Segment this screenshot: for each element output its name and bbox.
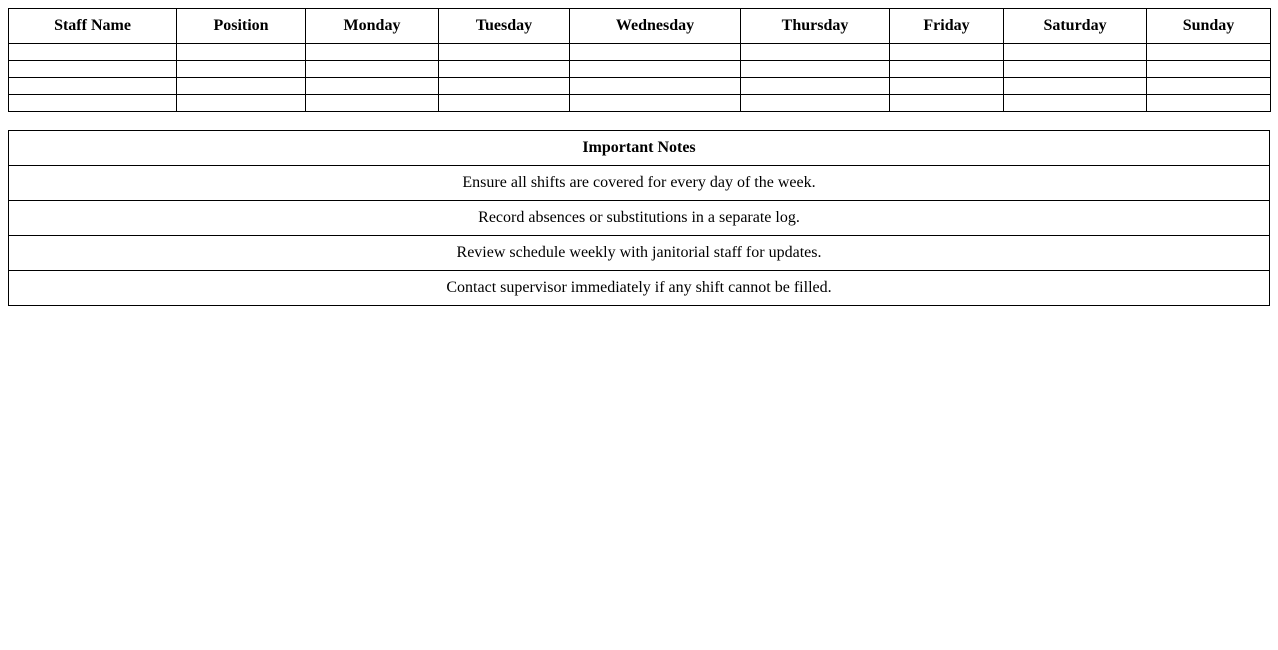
header-saturday: Saturday <box>1004 9 1147 44</box>
table-cell[interactable] <box>306 78 439 95</box>
table-cell[interactable] <box>1147 95 1271 112</box>
table-cell[interactable] <box>177 61 306 78</box>
table-row <box>9 78 1271 95</box>
table-cell[interactable] <box>177 78 306 95</box>
note-item: Record absences or substitutions in a separate log. <box>9 201 1270 236</box>
header-wednesday: Wednesday <box>570 9 741 44</box>
table-cell[interactable] <box>890 44 1004 61</box>
notes-row <box>9 271 1270 306</box>
note-item: Ensure all shifts are covered for every day of the week. <box>9 166 1270 201</box>
notes-table <box>8 130 1270 306</box>
table-cell[interactable] <box>439 44 570 61</box>
schedule-table <box>8 8 1271 112</box>
note-item: Contact supervisor immediately if any shift cannot be filled. <box>9 271 1270 306</box>
notes-row <box>9 166 1270 201</box>
table-cell[interactable] <box>890 78 1004 95</box>
table-cell[interactable] <box>1004 44 1147 61</box>
table-cell[interactable] <box>1004 61 1147 78</box>
notes-row <box>9 236 1270 271</box>
table-cell[interactable] <box>1147 78 1271 95</box>
header-staff-name: Staff Name <box>9 9 177 44</box>
header-monday: Monday <box>306 9 439 44</box>
table-cell[interactable] <box>177 95 306 112</box>
table-cell[interactable] <box>1004 78 1147 95</box>
table-row <box>9 95 1271 112</box>
header-position: Position <box>177 9 306 44</box>
table-cell[interactable] <box>306 44 439 61</box>
notes-row <box>9 201 1270 236</box>
note-item: Review schedule weekly with janitorial staff for updates. <box>9 236 1270 271</box>
table-cell[interactable] <box>570 61 741 78</box>
table-cell[interactable] <box>741 95 890 112</box>
table-cell[interactable] <box>741 61 890 78</box>
table-cell[interactable] <box>890 61 1004 78</box>
table-cell[interactable] <box>1147 44 1271 61</box>
table-cell[interactable] <box>570 78 741 95</box>
header-tuesday: Tuesday <box>439 9 570 44</box>
table-cell[interactable] <box>439 78 570 95</box>
schedule-header-row <box>9 9 1271 44</box>
table-cell[interactable] <box>741 44 890 61</box>
header-thursday: Thursday <box>741 9 890 44</box>
table-row <box>9 61 1271 78</box>
notes-title: Important Notes <box>9 131 1270 166</box>
table-cell[interactable] <box>1147 61 1271 78</box>
header-friday: Friday <box>890 9 1004 44</box>
table-cell[interactable] <box>439 95 570 112</box>
header-sunday: Sunday <box>1147 9 1271 44</box>
notes-header-row <box>9 131 1270 166</box>
table-cell[interactable] <box>570 44 741 61</box>
table-cell[interactable] <box>890 95 1004 112</box>
table-cell[interactable] <box>177 44 306 61</box>
table-cell[interactable] <box>9 61 177 78</box>
table-cell[interactable] <box>1004 95 1147 112</box>
table-cell[interactable] <box>9 44 177 61</box>
table-row <box>9 44 1271 61</box>
table-cell[interactable] <box>570 95 741 112</box>
table-cell[interactable] <box>306 61 439 78</box>
table-cell[interactable] <box>741 78 890 95</box>
table-cell[interactable] <box>306 95 439 112</box>
table-cell[interactable] <box>439 61 570 78</box>
table-cell[interactable] <box>9 95 177 112</box>
table-cell[interactable] <box>9 78 177 95</box>
